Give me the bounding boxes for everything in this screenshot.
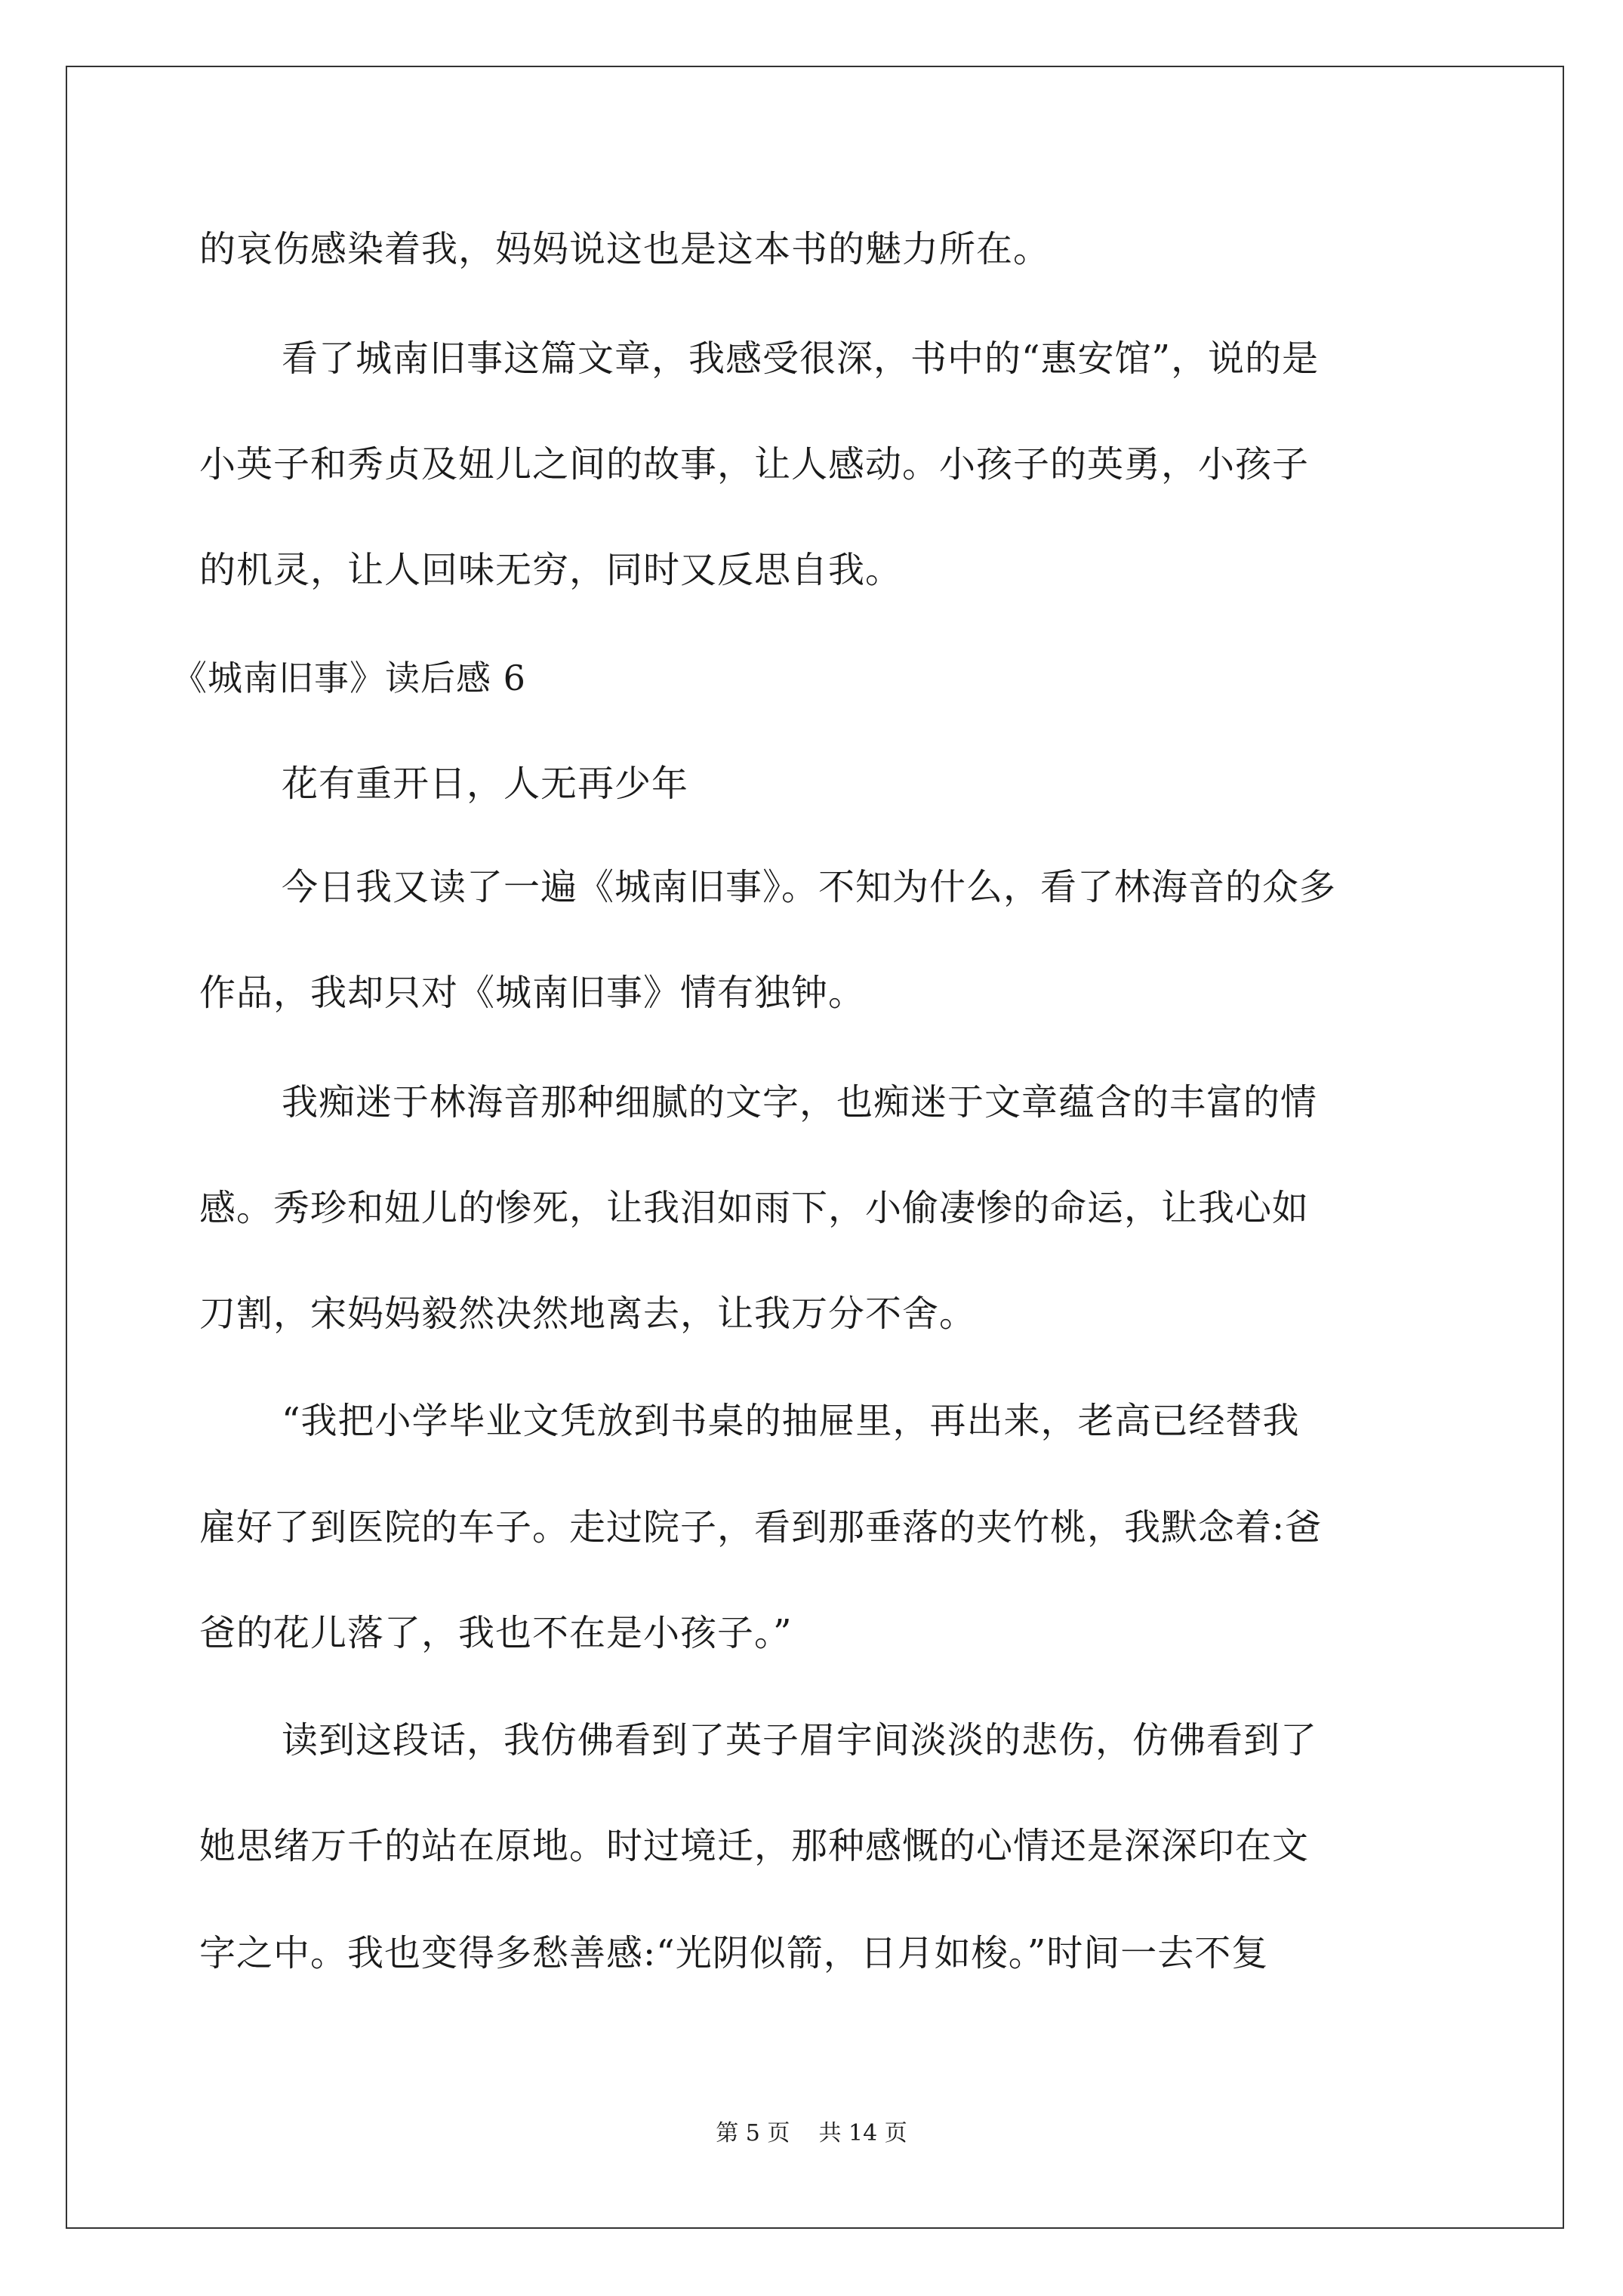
text-line: 字之中。我也变得多愁善感:“光阴似箭，日月如梭。”时间一去不复 bbox=[199, 1932, 1269, 1974]
text-line: 感。秀珍和妞儿的惨死，让我泪如雨下，小偷凄惨的命运，让我心如 bbox=[199, 1187, 1310, 1229]
text-line: 爸的花儿落了，我也不在是小孩子。” bbox=[199, 1612, 793, 1654]
text-line: 今日我又读了一遍《城南旧事》。不知为什么，看了林海音的众多 bbox=[282, 866, 1337, 908]
text-line: 花有重开日，人无再少年 bbox=[282, 763, 689, 805]
text-line: 作品，我却只对《城南旧事》情有独钟。 bbox=[199, 972, 866, 1014]
text-line: 刀割，宋妈妈毅然决然地离去，让我万分不舍。 bbox=[199, 1293, 977, 1335]
text-line: 读到这段话，我仿佛看到了英子眉宇间淡淡的悲伤，仿佛看到了 bbox=[282, 1719, 1318, 1761]
text-line: “我把小学毕业文凭放到书桌的抽屉里，再出来，老高已经替我 bbox=[282, 1400, 1300, 1442]
text-line: 雇好了到医院的车子。走过院子，看到那垂落的夹竹桃，我默念着:爸 bbox=[199, 1506, 1323, 1549]
text-line: 小英子和秀贞及妞儿之间的故事，让人感动。小孩子的英勇，小孩子 bbox=[199, 443, 1310, 485]
text-line: 的哀伤感染着我，妈妈说这也是这本书的魅力所在。 bbox=[199, 228, 1051, 270]
text-line: 我痴迷于林海音那种细腻的文字，也痴迷于文章蕴含的丰富的情 bbox=[282, 1081, 1318, 1123]
text-line: 的机灵，让人回味无穷，同时又反思自我。 bbox=[199, 549, 903, 591]
section-heading: 《城南旧事》读后感 6 bbox=[172, 658, 526, 698]
page-footer: 第 5 页 共 14 页 bbox=[716, 2120, 907, 2147]
text-line: 看了城南旧事这篇文章，我感受很深，书中的“惠安馆”，说的是 bbox=[282, 337, 1320, 380]
text-line: 她思绪万千的站在原地。时过境迁，那种感慨的心情还是深深印在文 bbox=[199, 1825, 1310, 1867]
page-border bbox=[66, 66, 1564, 2229]
